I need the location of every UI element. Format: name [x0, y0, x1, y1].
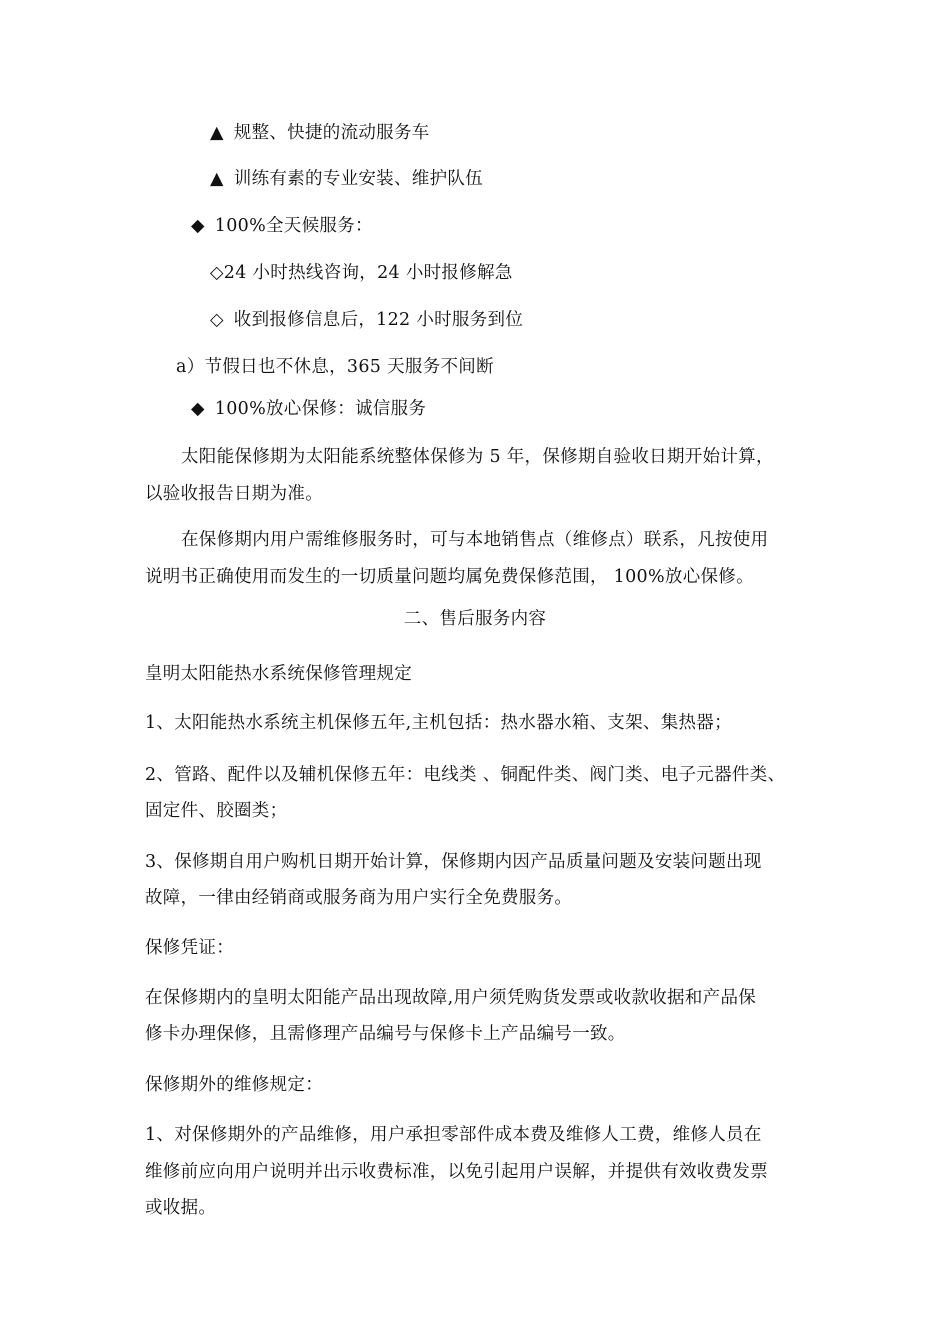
triangle-bullet-icon: ▲	[210, 123, 224, 143]
warranty-voucher-line-1: 在保修期内的皇明太阳能产品出现故障,用户须凭购货发票或收款收据和产品保	[145, 988, 757, 1008]
diamond-bullet-icon: ◆	[191, 399, 205, 419]
rule-item-1: 1、太阳能热水系统主机保修五年,主机包括：热水器水箱、支架、集热器；	[145, 713, 732, 733]
warranty-voucher-heading: 保修凭证：	[145, 938, 234, 958]
hollow-diamond-bullet-icon: ◇	[210, 310, 224, 330]
paragraph-warranty-period-line-2: 以验收报告日期为准。	[145, 484, 323, 504]
out-of-warranty-item-1-line-2: 维修前应向用户说明并出示收费标准，以免引起用户误解，并提供有效收费发票	[145, 1162, 768, 1182]
section-heading: 二、售后服务内容	[403, 609, 547, 629]
rules-title: 皇明太阳能热水系统保修管理规定	[145, 664, 412, 684]
bullet-item-install-team: ▲ 训练有素的专业安装、维护队伍	[210, 169, 483, 189]
out-of-warranty-item-1-line-3: 或收据。	[145, 1198, 217, 1218]
out-of-warranty-heading: 保修期外的维修规定：	[145, 1075, 323, 1095]
rule-item-3-line-1: 3、保修期自用户购机日期开始计算，保修期内因产品质量问题及安装问题出现	[145, 852, 762, 872]
list-item-holiday: a）节假日也不休息，365 天服务不间断	[176, 357, 494, 377]
rule-item-2-line-2: 固定件、胶圈类；	[145, 801, 288, 821]
rule-item-3-line-2: 故障，一律由经销商或服务商为用户实行全免费服务。	[145, 888, 573, 908]
bullet-item-service-vehicle: ▲ 规整、快捷的流动服务车	[210, 123, 430, 143]
bullet-item-warranty: ◆ 100%放心保修：诚信服务	[191, 399, 427, 419]
paragraph-repair-contact-line-2: 说明书正确使用而发生的一切质量问题均属免费保修范围， 100%放心保修。	[145, 567, 754, 587]
diamond-bullet-icon: ◆	[191, 216, 205, 236]
triangle-bullet-icon: ▲	[210, 169, 224, 189]
bullet-item-allday-service: ◆ 100%全天候服务：	[191, 216, 373, 236]
out-of-warranty-item-1-line-1: 1、对保修期外的产品维修，用户承担零部件成本费及维修人工费，维修人员在	[145, 1125, 762, 1145]
paragraph-repair-contact-line-1: 在保修期内用户需维修服务时，可与本地销售点（维修点）联系，凡按使用	[181, 530, 769, 550]
sub-item-hotline: ◇24 小时热线咨询，24 小时报修解急	[210, 263, 513, 283]
sub-item-arrival: ◇ 收到报修信息后，122 小时服务到位	[210, 310, 524, 330]
rule-item-2-line-1: 2、管路、配件以及辅机保修五年：电线类 、铜配件类、阀门类、电子元器件类、	[145, 765, 786, 785]
paragraph-warranty-period-line-1: 太阳能保修期为太阳能系统整体保修为 5 年，保修期自验收日期开始计算，	[181, 447, 774, 467]
warranty-voucher-line-2: 修卡办理保修，且需修理产品编号与保修卡上产品编号一致。	[145, 1024, 626, 1044]
